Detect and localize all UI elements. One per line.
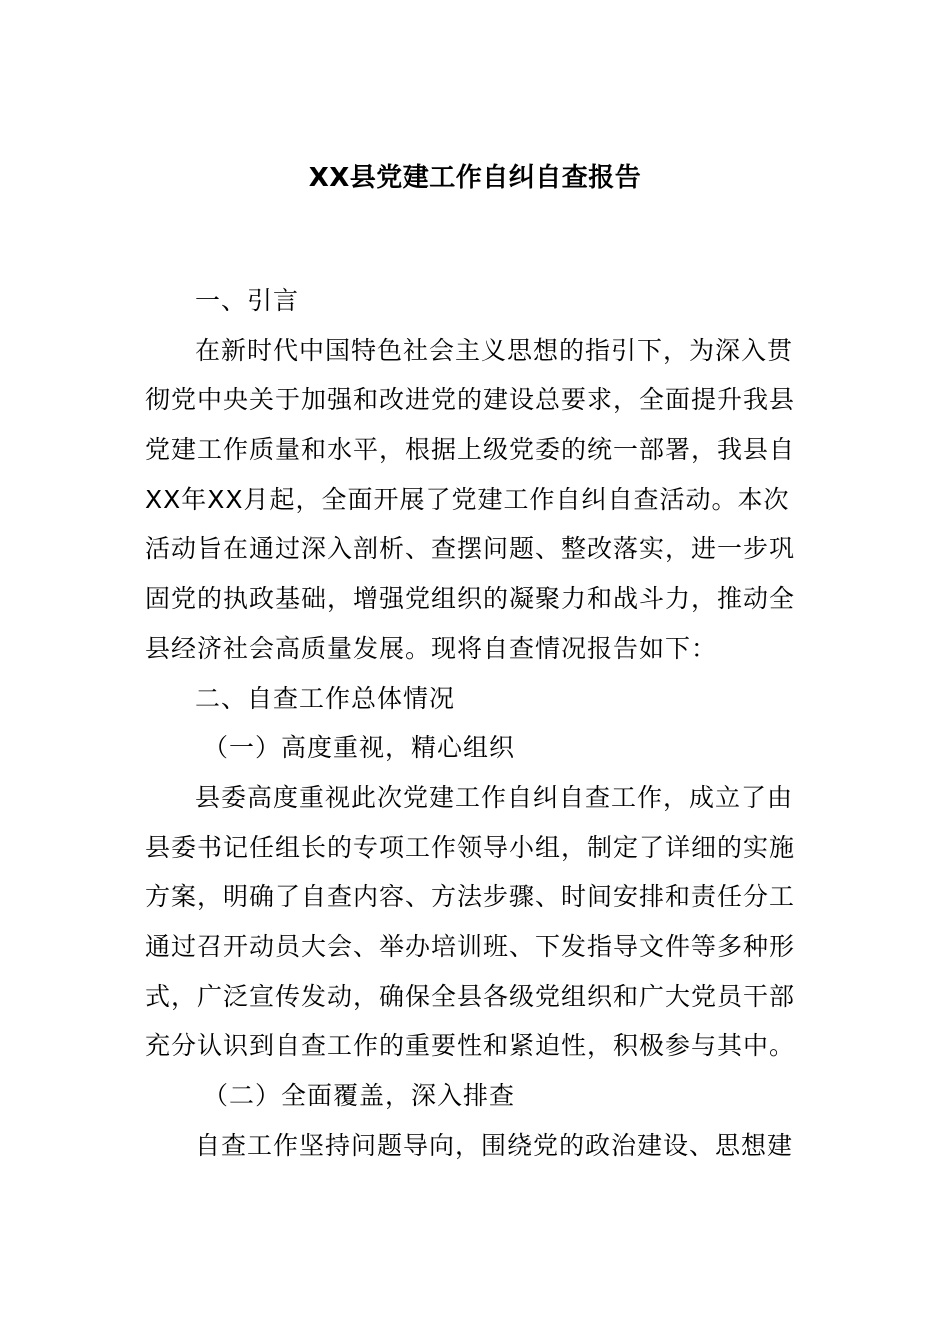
paragraph-line: XX年XX月起，全面开展了党建工作自纠自查活动。本次 <box>145 484 790 514</box>
subsection-heading-coverage: （二）全面覆盖，深入排查 <box>203 1081 516 1110</box>
paragraph-line: 式，广泛宣传发动，确保全县各级党组织和广大党员干部 <box>145 981 796 1011</box>
section-heading-overview: 二、自查工作总体情况 <box>195 683 456 713</box>
paragraph-line: 充分认识到自查工作的重要性和紧迫性，积极参与其中。 <box>145 1031 796 1061</box>
paragraph-line: 自查工作坚持问题导向，围绕党的政治建设、思想建 <box>195 1130 794 1160</box>
subsection-heading-organization: （一）高度重视，精心组织 <box>203 733 516 763</box>
document-body <box>145 276 807 1170</box>
paragraph-line: 党建工作质量和水平，根据上级党委的统一部署，我县自 <box>145 435 796 465</box>
paragraph-line: 县经济社会高质量发展。现将自查情况报告如下： <box>145 633 718 663</box>
paragraph-line: 固党的执政基础，增强党组织的凝聚力和战斗力，推动全 <box>145 584 796 614</box>
paragraph-line: 方案，明确了自查内容、方法步骤、时间安排和责任分工 <box>145 882 796 912</box>
paragraph-line: 在新时代中国特色社会主义思想的指引下，为深入贯 <box>195 335 794 365</box>
paragraph-line: 通过召开动员大会、举办培训班、下发指导文件等多种形 <box>145 931 796 961</box>
section-heading-introduction: 一、引言 <box>195 286 300 315</box>
paragraph-line: 彻党中央关于加强和改进党的建设总要求，全面提升我县 <box>145 385 796 415</box>
document-title: XX县党建工作自纠自查报告 <box>308 163 642 193</box>
paragraph-line: 活动旨在通过深入剖析、查摆问题、整改落实，进一步巩 <box>145 534 796 564</box>
paragraph-line: 县委高度重视此次党建工作自纠自查工作，成立了由 <box>195 782 794 812</box>
paragraph-line: 县委书记任组长的专项工作领导小组，制定了详细的实施 <box>145 832 796 862</box>
